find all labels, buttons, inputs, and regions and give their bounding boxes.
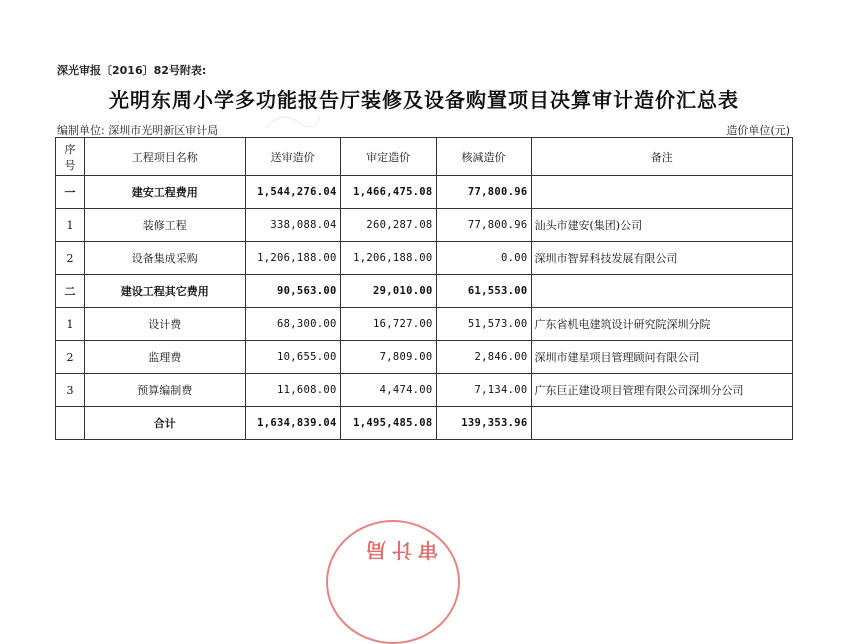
cell-reduction: 77,800.96 xyxy=(436,209,531,242)
table-row xyxy=(56,374,793,407)
cell-reduction: 61,553.00 xyxy=(436,275,531,308)
cell-submitted: 90,563.00 xyxy=(245,275,340,308)
cell-approved: 1,206,188.00 xyxy=(340,242,436,275)
cell-submitted: 1,634,839.04 xyxy=(245,407,340,440)
cell-reduction: 2,846.00 xyxy=(436,341,531,374)
cell-submitted: 11,608.00 xyxy=(245,374,340,407)
cell-approved: 7,809.00 xyxy=(340,341,436,374)
cell-note: 深圳市建星项目管理顾问有限公司 xyxy=(531,341,793,374)
cell-name: 预算编制费 xyxy=(84,374,245,407)
cell-approved: 16,727.00 xyxy=(340,308,436,341)
table-row xyxy=(56,275,793,308)
cell-submitted: 1,544,276.04 xyxy=(245,176,340,209)
table-row xyxy=(56,308,793,341)
cell-seq: 3 xyxy=(56,374,85,407)
table-row xyxy=(56,341,793,374)
cell-approved: 4,474.00 xyxy=(340,374,436,407)
cell-approved: 260,287.08 xyxy=(340,209,436,242)
cell-approved: 1,466,475.08 xyxy=(340,176,436,209)
scan-artifact xyxy=(262,108,322,136)
cell-reduction: 77,800.96 xyxy=(436,176,531,209)
cell-seq: 一 xyxy=(56,176,85,209)
cell-note: 汕头市建安(集团)公司 xyxy=(531,209,793,242)
cell-name: 装修工程 xyxy=(84,209,245,242)
table-row xyxy=(56,209,793,242)
cell-name: 合计 xyxy=(84,407,245,440)
cell-reduction: 7,134.00 xyxy=(436,374,531,407)
table-total-row xyxy=(56,407,793,440)
table-row xyxy=(56,176,793,209)
cell-note: 广东省机电建筑设计研究院深圳分院 xyxy=(531,308,793,341)
cell-seq: 1 xyxy=(56,209,85,242)
cell-submitted: 68,300.00 xyxy=(245,308,340,341)
cell-name: 建安工程费用 xyxy=(84,176,245,209)
header-reduction: 核减造价 xyxy=(436,138,531,176)
cell-seq: 二 xyxy=(56,275,85,308)
cell-name: 监理费 xyxy=(84,341,245,374)
header-seq: 序号 xyxy=(56,138,85,176)
header-approved: 审定造价 xyxy=(340,138,436,176)
cell-submitted: 1,206,188.00 xyxy=(245,242,340,275)
cell-approved: 29,010.00 xyxy=(340,275,436,308)
cell-note xyxy=(531,407,793,440)
cell-reduction: 51,573.00 xyxy=(436,308,531,341)
document-title: 光明东周小学多功能报告厅装修及设备购置项目决算审计造价汇总表 xyxy=(109,88,739,112)
attachment-reference: 深光审报〔2016〕82号附表: xyxy=(57,64,207,77)
cell-note xyxy=(531,275,793,308)
header-note: 备注 xyxy=(531,138,793,176)
cell-reduction: 139,353.96 xyxy=(436,407,531,440)
currency-unit: 造价单位(元) xyxy=(726,124,790,137)
cell-note: 广东巨正建设项目管理有限公司深圳分公司 xyxy=(531,374,793,407)
cell-submitted: 10,655.00 xyxy=(245,341,340,374)
header-name: 工程项目名称 xyxy=(84,138,245,176)
cell-note xyxy=(531,176,793,209)
cost-summary-table xyxy=(55,137,793,440)
table-header-row xyxy=(56,138,793,176)
cell-name: 设备集成采购 xyxy=(84,242,245,275)
cell-name: 设计费 xyxy=(84,308,245,341)
cell-approved: 1,495,485.08 xyxy=(340,407,436,440)
cell-note: 深圳市智昇科技发展有限公司 xyxy=(531,242,793,275)
official-seal-text: 审计局 xyxy=(360,538,438,562)
cell-seq: 2 xyxy=(56,341,85,374)
cell-seq: 1 xyxy=(56,308,85,341)
cell-reduction: 0.00 xyxy=(436,242,531,275)
table-row xyxy=(56,242,793,275)
cell-name: 建设工程其它费用 xyxy=(84,275,245,308)
cell-submitted: 338,088.04 xyxy=(245,209,340,242)
header-submitted: 送审造价 xyxy=(245,138,340,176)
cell-seq xyxy=(56,407,85,440)
cell-seq: 2 xyxy=(56,242,85,275)
compiling-unit: 编制单位: 深圳市光明新区审计局 xyxy=(57,124,219,137)
